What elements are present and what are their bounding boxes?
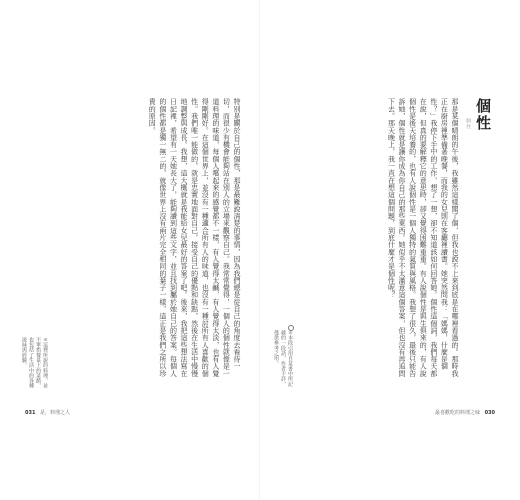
right-body-text: 那是某個晴朗的午後，我雖然這樣聞了個，但我也說不上來到底是在哪裡看過的。那時我正在廚房裡準備著晚餐，而我的女兒則在客廳裡讀書。她突然問我：「媽媽，什麼是個性？」我停下手中的工作，想了一想，卻不知道該如何回答她。個性這個詞，我們每天都在說，但真的要解釋它的意思時，卻又覺得困難重重。有人說個性是與生俱來的，有人說個性是後天培養的，也有人說個性是一個人獨特的氣質與風格。我想了很久，最後只能告訴她，個性就是讓你成為你自己的那些東西。她似乎不太滿意這個答案，但也沒有再追問下去。那天晚上，我一直在想這個問題，到底什麼才是個性呢？ — [387, 98, 459, 377]
right-footnote: ＊本段引用自某書中所記載的一段話，作者不詳，僅供參考之用。 — [273, 330, 293, 387]
chapter-subtitle: 個性 — [465, 118, 471, 130]
left-footnote: ＊這裡所說的料理，並不單指餐桌上的菜餚，也包括了生活中的各種滋味與經驗。 — [21, 337, 48, 389]
left-footer-title: 是，料理之人 — [40, 410, 71, 416]
right-footer — [435, 409, 498, 416]
left-footer — [22, 409, 70, 416]
right-page-number: 030 — [484, 410, 495, 416]
left-page-number: 031 — [25, 410, 36, 416]
right-page — [260, 0, 520, 500]
left-body-text: 特別是關於自己的個性，那是最難說清楚的事情，因為我們總是從自己的角度去看待一切，而很少有機會能夠站在別人的立場來觀察自己。我常常覺得，一個人的個性就像是一道料理的味道，每個人嚐起來的感覺都不一樣，有人覺得太鹹，有人覺得太淡，也有人覺得剛剛好。在這個世界上，並沒有一種適合所有人的味道，也沒有一種討所有人喜歡的個性。我們唯一能做的，就是忠實地面對自己，接受自己的優點和缺點，然後在生活中慢慢地調整與成長。我想，這大概就是我能給女兒最好的答案了吧。後來，我把這些想法寫在日記裡，希望有一天她長大了，能夠讀到這些文字，並且找到屬於她自己的答案。每個人的個性都是獨一無二的，就像世界上沒有兩片完全相同的葉子一樣，這正是我們之所以珍貴的原因。 — [148, 98, 241, 377]
right-footer-title: 最喜歡吃的料理之味 — [434, 410, 480, 416]
chapter-title: 個性 — [474, 98, 492, 132]
